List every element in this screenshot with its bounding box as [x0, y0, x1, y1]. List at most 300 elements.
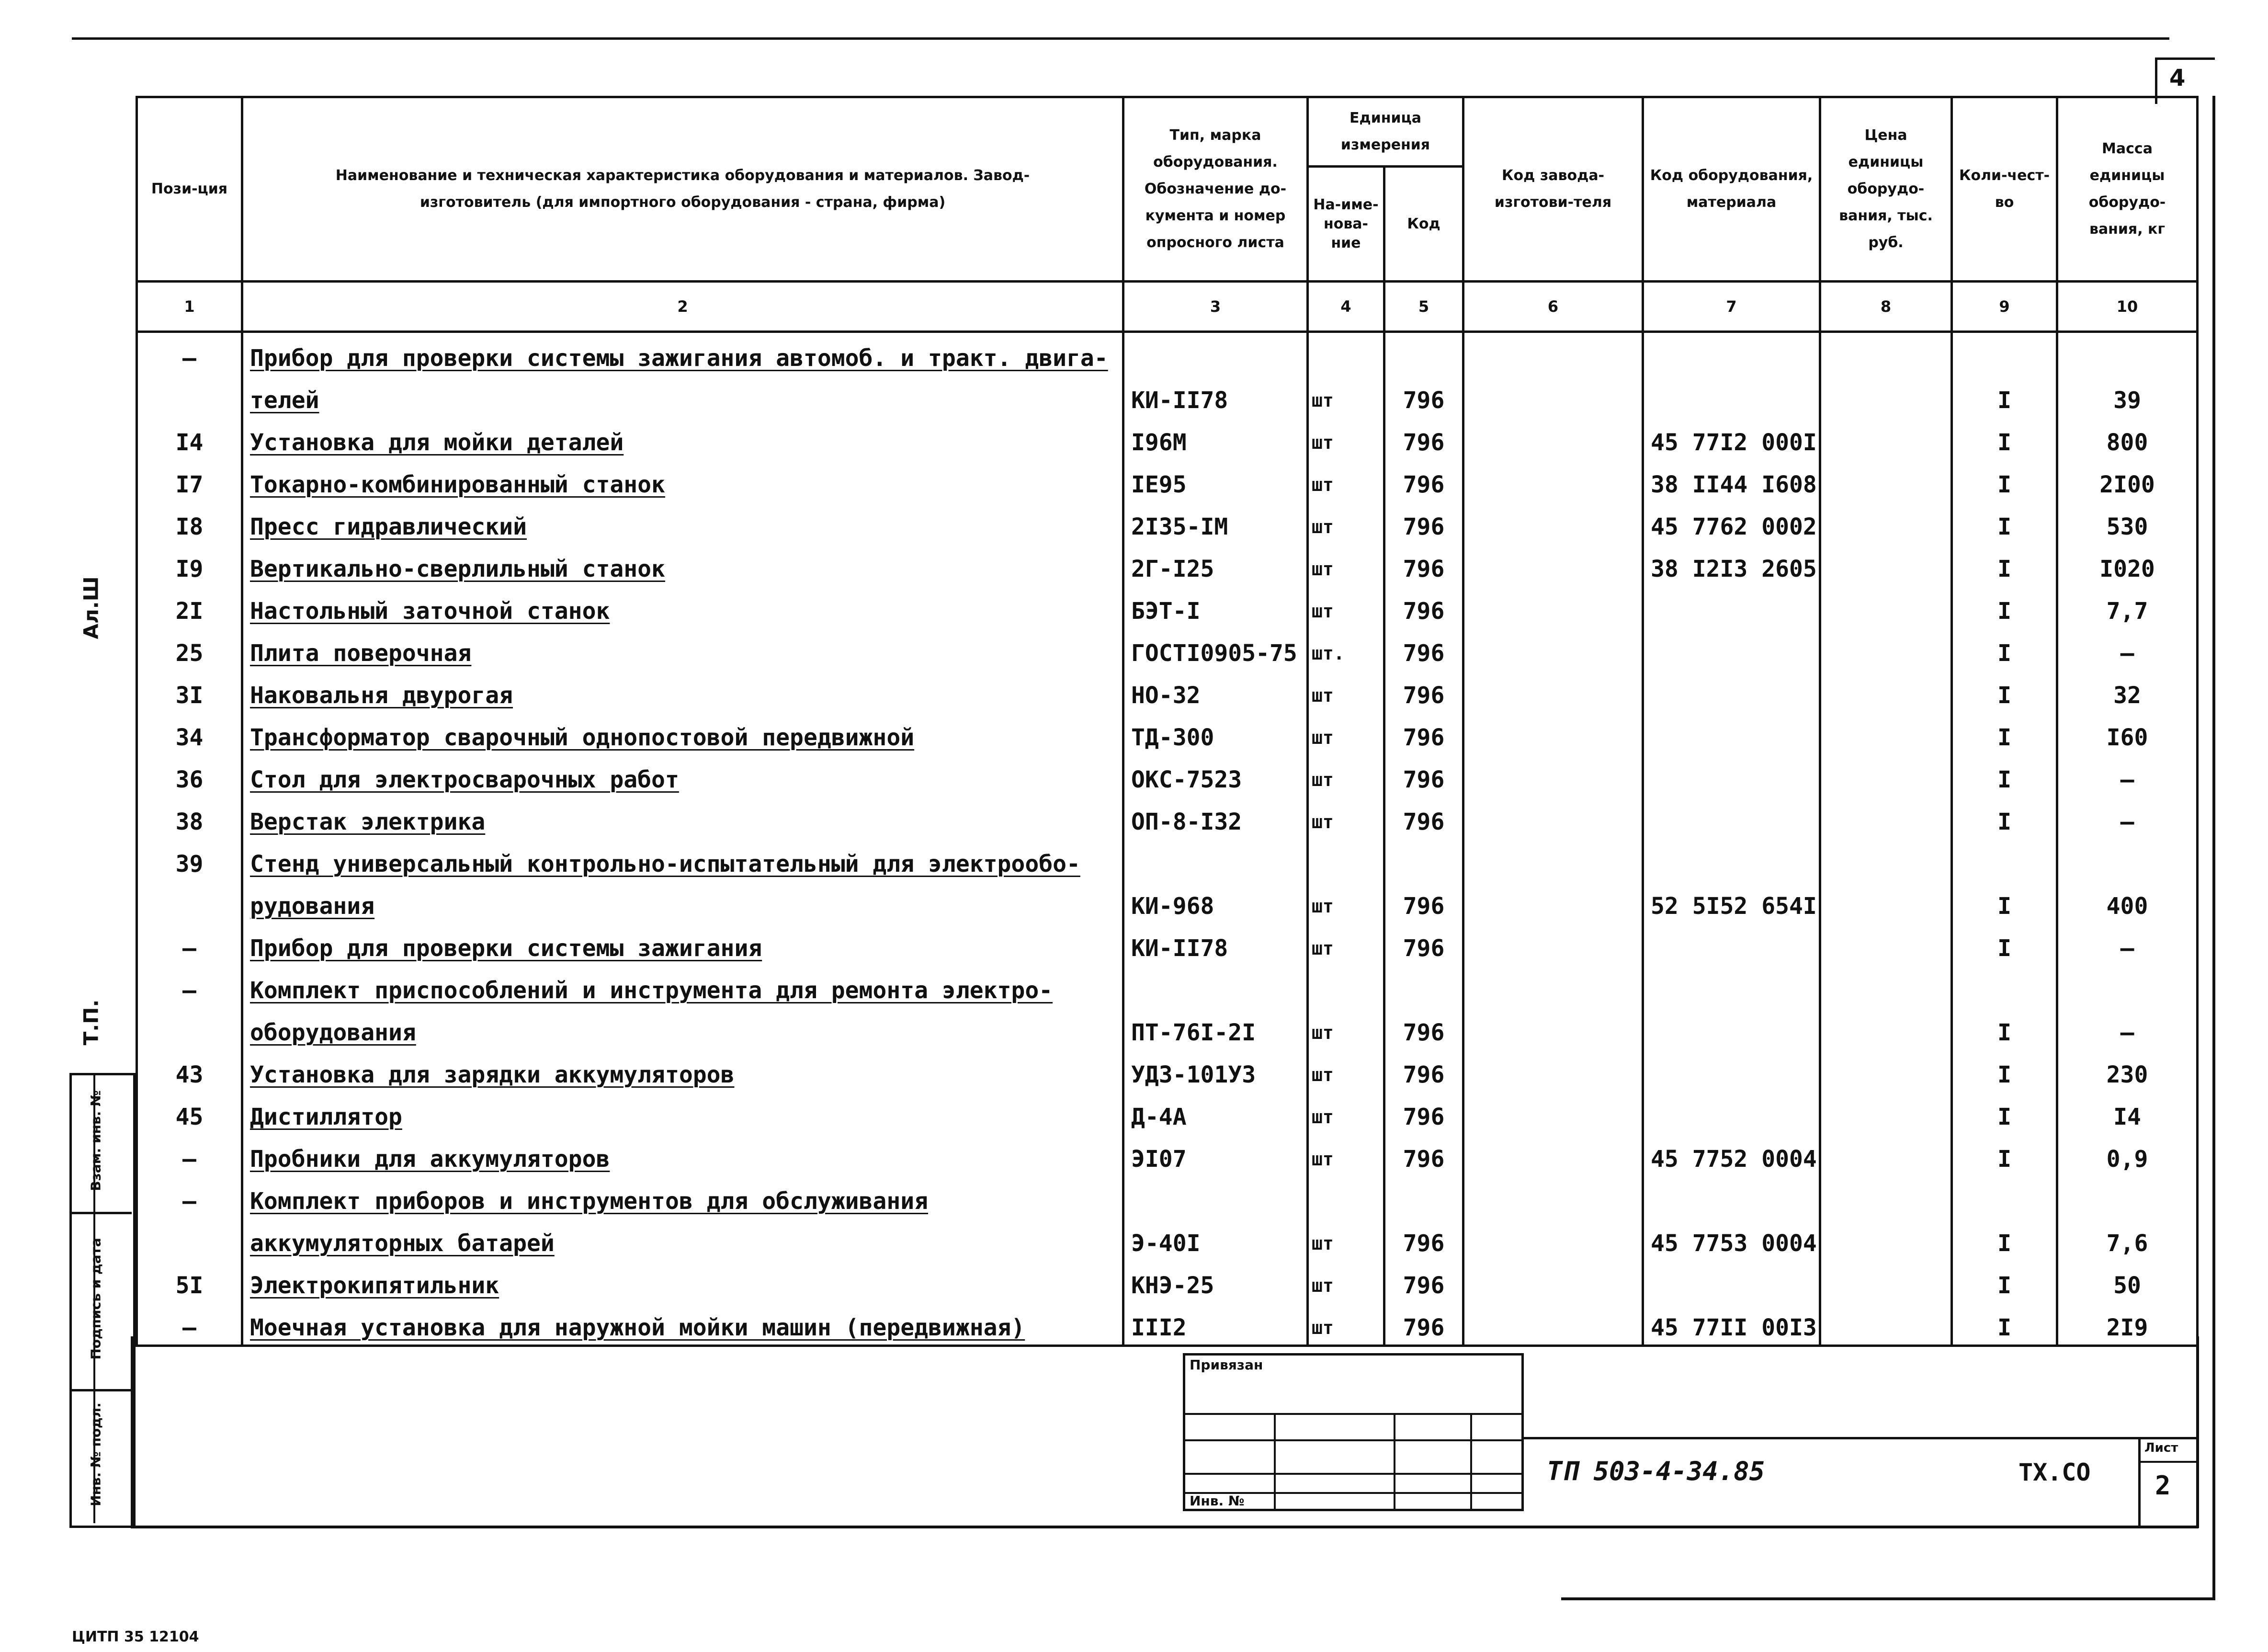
cell-type: I96М	[1123, 417, 1308, 459]
cell-unit: шт	[1308, 1049, 1384, 1092]
cell-mass	[2057, 839, 2198, 881]
cell-equipment-code: 45 7762 0002	[1643, 501, 1820, 544]
cell-type: ПТ-76I-2I	[1123, 1007, 1308, 1049]
cell-mass	[2057, 1176, 2198, 1218]
cell-unit: шт	[1308, 459, 1384, 501]
cell-mass: 800	[2057, 417, 2198, 459]
cell-mass: 530	[2057, 501, 2198, 544]
cell-unit: шт	[1308, 881, 1384, 923]
cell-name: Наковальня двурогая	[242, 670, 1123, 712]
cell-type: КИ-968	[1123, 881, 1308, 923]
table-row	[137, 544, 2198, 586]
frame-top-line	[72, 37, 2169, 40]
cell-equipment-code: 38 I2I3 2605	[1643, 544, 1820, 586]
cell-type: ОКС-7523	[1123, 754, 1308, 797]
cell-unit-code: 796	[1384, 754, 1463, 797]
cell-quantity	[1952, 965, 2057, 1007]
cell-mass: 0,9	[2057, 1134, 2198, 1176]
cell-name: Прибор для проверки системы зажигания	[242, 923, 1123, 965]
cell-unit-code: 796	[1384, 628, 1463, 670]
cell-plant-code	[1463, 375, 1643, 417]
table-row	[137, 754, 2198, 797]
cell-type: 2I35-IМ	[1123, 501, 1308, 544]
cell-type: 2Г-I25	[1123, 544, 1308, 586]
cell-type: НО-32	[1123, 670, 1308, 712]
table-row	[137, 1218, 2198, 1260]
table-row	[137, 712, 2198, 754]
cell-unit-code	[1384, 1176, 1463, 1218]
column-number: 6	[1463, 282, 1643, 332]
cell-price	[1820, 1092, 1952, 1134]
cell-equipment-code	[1643, 1260, 1820, 1302]
table-row	[137, 1176, 2198, 1218]
cell-unit	[1308, 965, 1384, 1007]
cell-mass: 7,6	[2057, 1218, 2198, 1260]
column-number-row	[137, 282, 2198, 332]
header-price: Цена единицы оборудо-вания, тыс. руб.	[1820, 97, 1952, 282]
cell-position: 25	[137, 628, 242, 670]
cell-price	[1820, 712, 1952, 754]
cell-unit: шт	[1308, 712, 1384, 754]
table-row	[137, 965, 2198, 1007]
header-position: Пози-ция	[137, 97, 242, 282]
cell-position: 34	[137, 712, 242, 754]
stamp-linked-label: Привязан	[1190, 1357, 1263, 1373]
cell-equipment-code	[1643, 1007, 1820, 1049]
cell-equipment-code	[1643, 754, 1820, 797]
table-row	[137, 459, 2198, 501]
column-number: 7	[1643, 282, 1820, 332]
cell-equipment-code: 45 7752 0004	[1643, 1134, 1820, 1176]
side-label-tp: Т.П.	[79, 999, 103, 1046]
table-row	[137, 881, 2198, 923]
header-equipment-code: Код оборудования, материала	[1643, 97, 1820, 282]
cell-mass: 2I9	[2057, 1302, 2198, 1346]
table-row	[137, 1007, 2198, 1049]
cell-position	[137, 881, 242, 923]
cell-unit-code: 796	[1384, 712, 1463, 754]
specification-table	[136, 96, 2199, 1347]
cell-mass: –	[2057, 923, 2198, 965]
column-number: 9	[1952, 282, 2057, 332]
cell-price	[1820, 797, 1952, 839]
cell-equipment-code	[1643, 332, 1820, 376]
cell-price	[1820, 1049, 1952, 1092]
header-unit-name: На-име-нова-ние	[1308, 167, 1384, 282]
cell-position: I8	[137, 501, 242, 544]
cell-mass: I4	[2057, 1092, 2198, 1134]
cell-equipment-code	[1643, 839, 1820, 881]
cell-price	[1820, 754, 1952, 797]
cell-price	[1820, 417, 1952, 459]
cell-position: –	[137, 1302, 242, 1346]
cell-name: Вертикально-сверлильный станок	[242, 544, 1123, 586]
sheet-box-divider	[2141, 1461, 2196, 1463]
cell-type: КИ-II78	[1123, 923, 1308, 965]
cell-position: 2I	[137, 586, 242, 628]
table-row	[137, 1302, 2198, 1346]
table-row	[137, 501, 2198, 544]
cell-quantity: I	[1952, 544, 2057, 586]
cell-mass: 7,7	[2057, 586, 2198, 628]
table-row	[137, 797, 2198, 839]
table-row	[137, 839, 2198, 881]
cell-name: Электрокипятильник	[242, 1260, 1123, 1302]
cell-type	[1123, 1176, 1308, 1218]
cell-unit-code: 796	[1384, 923, 1463, 965]
cell-mass: 50	[2057, 1260, 2198, 1302]
cell-unit-code: 796	[1384, 797, 1463, 839]
cell-plant-code	[1463, 797, 1643, 839]
cell-quantity: I	[1952, 501, 2057, 544]
cell-unit: шт	[1308, 375, 1384, 417]
cell-unit-code: 796	[1384, 1007, 1463, 1049]
cell-plant-code	[1463, 1092, 1643, 1134]
document-code: ТП 503-4-34.85	[1547, 1456, 1765, 1486]
cell-unit-code: 796	[1384, 417, 1463, 459]
cell-unit: шт	[1308, 544, 1384, 586]
cell-name: Стенд универсальный контрольно-испытательный для электрообо-	[242, 839, 1123, 881]
column-number: 3	[1123, 282, 1308, 332]
cell-position: –	[137, 1134, 242, 1176]
cell-name: Комплект приспособлений и инструмента для ремонта электро-	[242, 965, 1123, 1007]
cell-equipment-code	[1643, 670, 1820, 712]
cell-plant-code	[1463, 1007, 1643, 1049]
cell-unit: шт	[1308, 1134, 1384, 1176]
cell-quantity	[1952, 332, 2057, 376]
cell-position: –	[137, 923, 242, 965]
cell-quantity: I	[1952, 754, 2057, 797]
cell-position: 38	[137, 797, 242, 839]
cell-type	[1123, 965, 1308, 1007]
cell-plant-code	[1463, 417, 1643, 459]
table-row	[137, 923, 2198, 965]
cell-unit: шт	[1308, 797, 1384, 839]
cell-type: УДЗ-101УЗ	[1123, 1049, 1308, 1092]
cell-position: 39	[137, 839, 242, 881]
cell-name: Пробники для аккумуляторов	[242, 1134, 1123, 1176]
cell-quantity: I	[1952, 1049, 2057, 1092]
cell-quantity: I	[1952, 459, 2057, 501]
cell-mass: I020	[2057, 544, 2198, 586]
cell-plant-code	[1463, 332, 1643, 376]
sheet-no: 2	[2155, 1470, 2171, 1501]
cell-unit: шт	[1308, 1260, 1384, 1302]
cell-unit: шт	[1308, 586, 1384, 628]
cell-quantity: I	[1952, 797, 2057, 839]
column-number: 4	[1308, 282, 1384, 332]
cell-price	[1820, 375, 1952, 417]
cell-position: I4	[137, 417, 242, 459]
cell-mass: –	[2057, 628, 2198, 670]
cell-mass	[2057, 965, 2198, 1007]
cell-unit	[1308, 1176, 1384, 1218]
cell-unit-code	[1384, 839, 1463, 881]
column-number: 5	[1384, 282, 1463, 332]
table-row	[137, 375, 2198, 417]
cell-name: Плита поверочная	[242, 628, 1123, 670]
cell-price	[1820, 923, 1952, 965]
side-field-replacement: Взам. инв. №	[88, 1090, 104, 1191]
cell-equipment-code	[1643, 586, 1820, 628]
cell-name: Токарно-комбинированный станок	[242, 459, 1123, 501]
table-row	[137, 417, 2198, 459]
table-row	[137, 1092, 2198, 1134]
cell-equipment-code	[1643, 1092, 1820, 1134]
cell-unit: шт	[1308, 1007, 1384, 1049]
cell-equipment-code: 52 5I52 654I	[1643, 881, 1820, 923]
cell-type: КНЭ-25	[1123, 1260, 1308, 1302]
cell-unit-code: 796	[1384, 1092, 1463, 1134]
side-fields-sep-1	[69, 1212, 132, 1214]
cell-quantity: I	[1952, 1092, 2057, 1134]
cell-price	[1820, 459, 1952, 501]
cell-quantity: I	[1952, 586, 2057, 628]
cell-plant-code	[1463, 544, 1643, 586]
cell-type: ЭI07	[1123, 1134, 1308, 1176]
cell-name: аккумуляторных батарей	[242, 1218, 1123, 1260]
cell-unit-code	[1384, 332, 1463, 376]
cell-name: Установка для зарядки аккумуляторов	[242, 1049, 1123, 1092]
cell-name: Установка для мойки деталей	[242, 417, 1123, 459]
cell-position: I9	[137, 544, 242, 586]
cell-name: Настольный заточной станок	[242, 586, 1123, 628]
cell-price	[1820, 1176, 1952, 1218]
cell-plant-code	[1463, 1176, 1643, 1218]
cell-mass: 400	[2057, 881, 2198, 923]
header-plant-code: Код завода-изготови-теля	[1463, 97, 1643, 282]
cell-equipment-code: 38 II44 I608	[1643, 459, 1820, 501]
frame-bottom-line	[1561, 1597, 2215, 1600]
sheet-label: Лист	[2144, 1441, 2178, 1455]
cell-quantity: I	[1952, 375, 2057, 417]
cell-plant-code	[1463, 628, 1643, 670]
cell-unit	[1308, 332, 1384, 376]
cell-unit	[1308, 839, 1384, 881]
cell-position: I7	[137, 459, 242, 501]
cell-quantity	[1952, 1176, 2057, 1218]
cell-name: Трансформатор сварочный однопостовой передвижной	[242, 712, 1123, 754]
header-mass: Масса единицы оборудо-вания, кг	[2057, 97, 2198, 282]
cell-name: Верстак электрика	[242, 797, 1123, 839]
column-number: 10	[2057, 282, 2198, 332]
cell-price	[1820, 501, 1952, 544]
cell-price	[1820, 1260, 1952, 1302]
lower-frame-bottom	[131, 1526, 2199, 1528]
cell-price	[1820, 839, 1952, 881]
lower-frame-left	[131, 1336, 134, 1528]
cell-name: Пресс гидравлический	[242, 501, 1123, 544]
cell-plant-code	[1463, 923, 1643, 965]
cell-equipment-code	[1643, 375, 1820, 417]
cell-unit-code: 796	[1384, 881, 1463, 923]
cell-unit-code: 796	[1384, 1218, 1463, 1260]
cell-quantity: I	[1952, 923, 2057, 965]
cell-position: –	[137, 1176, 242, 1218]
cell-position: 45	[137, 1092, 242, 1134]
cell-type: III2	[1123, 1302, 1308, 1346]
cell-unit: шт.	[1308, 628, 1384, 670]
cell-position: 3I	[137, 670, 242, 712]
cell-price	[1820, 1302, 1952, 1346]
cell-mass	[2057, 332, 2198, 376]
cell-plant-code	[1463, 839, 1643, 881]
cell-price	[1820, 1007, 1952, 1049]
cell-equipment-code	[1643, 628, 1820, 670]
cell-position	[137, 1007, 242, 1049]
cell-price	[1820, 965, 1952, 1007]
specification-body	[137, 332, 2198, 1346]
footer-print-mark: ЦИТП 35 12104	[72, 1629, 199, 1645]
cell-mass: 39	[2057, 375, 2198, 417]
frame-right-line	[2212, 96, 2215, 1600]
cell-name: телей	[242, 375, 1123, 417]
cell-unit-code	[1384, 965, 1463, 1007]
cell-quantity: I	[1952, 1302, 2057, 1346]
cell-price	[1820, 1134, 1952, 1176]
cell-type	[1123, 332, 1308, 376]
table-row	[137, 586, 2198, 628]
side-field-inventory: Инв. № подл.	[88, 1402, 104, 1506]
cell-unit: шт	[1308, 754, 1384, 797]
cell-plant-code	[1463, 1260, 1643, 1302]
cell-mass: 32	[2057, 670, 2198, 712]
header-quantity: Коли-чест-во	[1952, 97, 2057, 282]
cell-unit-code: 796	[1384, 544, 1463, 586]
cell-plant-code	[1463, 459, 1643, 501]
cell-plant-code	[1463, 754, 1643, 797]
header-unit-code: Код	[1384, 167, 1463, 282]
cell-quantity: I	[1952, 1007, 2057, 1049]
table-row	[137, 1049, 2198, 1092]
cell-unit-code: 796	[1384, 586, 1463, 628]
cell-unit-code: 796	[1384, 1302, 1463, 1346]
cell-unit: шт	[1308, 1218, 1384, 1260]
header-type: Тип, марка оборудования. Обозначение до-кумента и номер опросного листа	[1123, 97, 1308, 282]
cell-unit-code: 796	[1384, 375, 1463, 417]
cell-equipment-code	[1643, 712, 1820, 754]
cell-mass: 2I00	[2057, 459, 2198, 501]
cell-plant-code	[1463, 1302, 1643, 1346]
cell-unit: шт	[1308, 670, 1384, 712]
cell-quantity: I	[1952, 628, 2057, 670]
cell-position: –	[137, 332, 242, 376]
table-row	[137, 332, 2198, 376]
cell-mass: –	[2057, 754, 2198, 797]
cell-unit-code: 796	[1384, 1049, 1463, 1092]
cell-unit-code: 796	[1384, 1134, 1463, 1176]
cell-quantity: I	[1952, 417, 2057, 459]
cell-unit: шт	[1308, 501, 1384, 544]
cell-position	[137, 375, 242, 417]
cell-position: –	[137, 965, 242, 1007]
cell-unit: шт	[1308, 1302, 1384, 1346]
cell-type: IЕ95	[1123, 459, 1308, 501]
cell-name: Стол для электросварочных работ	[242, 754, 1123, 797]
cell-equipment-code	[1643, 1049, 1820, 1092]
cell-plant-code	[1463, 670, 1643, 712]
cell-name: Дистиллятор	[242, 1092, 1123, 1134]
column-number: 1	[137, 282, 242, 332]
cell-type: ТД-300	[1123, 712, 1308, 754]
cell-plant-code	[1463, 586, 1643, 628]
cell-unit: шт	[1308, 1092, 1384, 1134]
cell-type: КИ-II78	[1123, 375, 1308, 417]
stamp-inv-label: Инв. №	[1190, 1493, 1245, 1509]
approval-stamp	[1183, 1353, 1524, 1511]
header-row	[137, 97, 2198, 167]
cell-position: 36	[137, 754, 242, 797]
cell-name: рудования	[242, 881, 1123, 923]
cell-quantity: I	[1952, 712, 2057, 754]
header-name: Наименование и техническая характеристика оборудования и материалов. Завод-изготовитель (для импортного оборудования - страна, фирма)	[242, 97, 1123, 282]
sheet-number: 4	[2169, 65, 2186, 91]
cell-equipment-code: 45 77I2 000I	[1643, 417, 1820, 459]
cell-equipment-code	[1643, 797, 1820, 839]
cell-quantity: I	[1952, 1260, 2057, 1302]
cell-plant-code	[1463, 501, 1643, 544]
cell-plant-code	[1463, 881, 1643, 923]
cell-unit: шт	[1308, 923, 1384, 965]
cell-equipment-code	[1643, 923, 1820, 965]
cell-plant-code	[1463, 1218, 1643, 1260]
table-row	[137, 670, 2198, 712]
cell-type: БЭТ-I	[1123, 586, 1308, 628]
cell-name: Комплект приборов и инструментов для обслуживания	[242, 1176, 1123, 1218]
cell-price	[1820, 544, 1952, 586]
cell-position: 5I	[137, 1260, 242, 1302]
cell-mass: I60	[2057, 712, 2198, 754]
cell-type: ОП-8-I32	[1123, 797, 1308, 839]
cell-unit-code: 796	[1384, 459, 1463, 501]
cell-equipment-code	[1643, 965, 1820, 1007]
section-code: ТХ.СО	[2019, 1458, 2091, 1486]
side-field-signature: Подпись и дата	[88, 1238, 104, 1360]
cell-price	[1820, 1218, 1952, 1260]
cell-quantity	[1952, 839, 2057, 881]
cell-type: Д-4А	[1123, 1092, 1308, 1134]
cell-quantity: I	[1952, 1134, 2057, 1176]
cell-type: ГОСТI0905-75	[1123, 628, 1308, 670]
cell-unit-code: 796	[1384, 501, 1463, 544]
cell-quantity: I	[1952, 881, 2057, 923]
cell-plant-code	[1463, 1049, 1643, 1092]
cell-price	[1820, 628, 1952, 670]
cell-unit-code: 796	[1384, 1260, 1463, 1302]
table-row	[137, 1260, 2198, 1302]
cell-equipment-code	[1643, 1176, 1820, 1218]
cell-unit: шт	[1308, 417, 1384, 459]
cell-name: оборудования	[242, 1007, 1123, 1049]
cell-plant-code	[1463, 965, 1643, 1007]
table-row	[137, 628, 2198, 670]
cell-quantity: I	[1952, 670, 2057, 712]
cell-equipment-code: 45 77II 00I3	[1643, 1302, 1820, 1346]
column-number: 8	[1820, 282, 1952, 332]
header-unit-group: Единица измерения	[1308, 97, 1463, 167]
cell-unit-code: 796	[1384, 670, 1463, 712]
cell-price	[1820, 586, 1952, 628]
side-label-album: Ал.Ш	[79, 576, 103, 639]
cell-mass: –	[2057, 797, 2198, 839]
cell-price	[1820, 881, 1952, 923]
cell-position: 43	[137, 1049, 242, 1092]
cell-position	[137, 1218, 242, 1260]
cell-type	[1123, 839, 1308, 881]
cell-quantity: I	[1952, 1218, 2057, 1260]
cell-plant-code	[1463, 712, 1643, 754]
cell-name: Моечная установка для наружной мойки машин (передвижная)	[242, 1302, 1123, 1346]
